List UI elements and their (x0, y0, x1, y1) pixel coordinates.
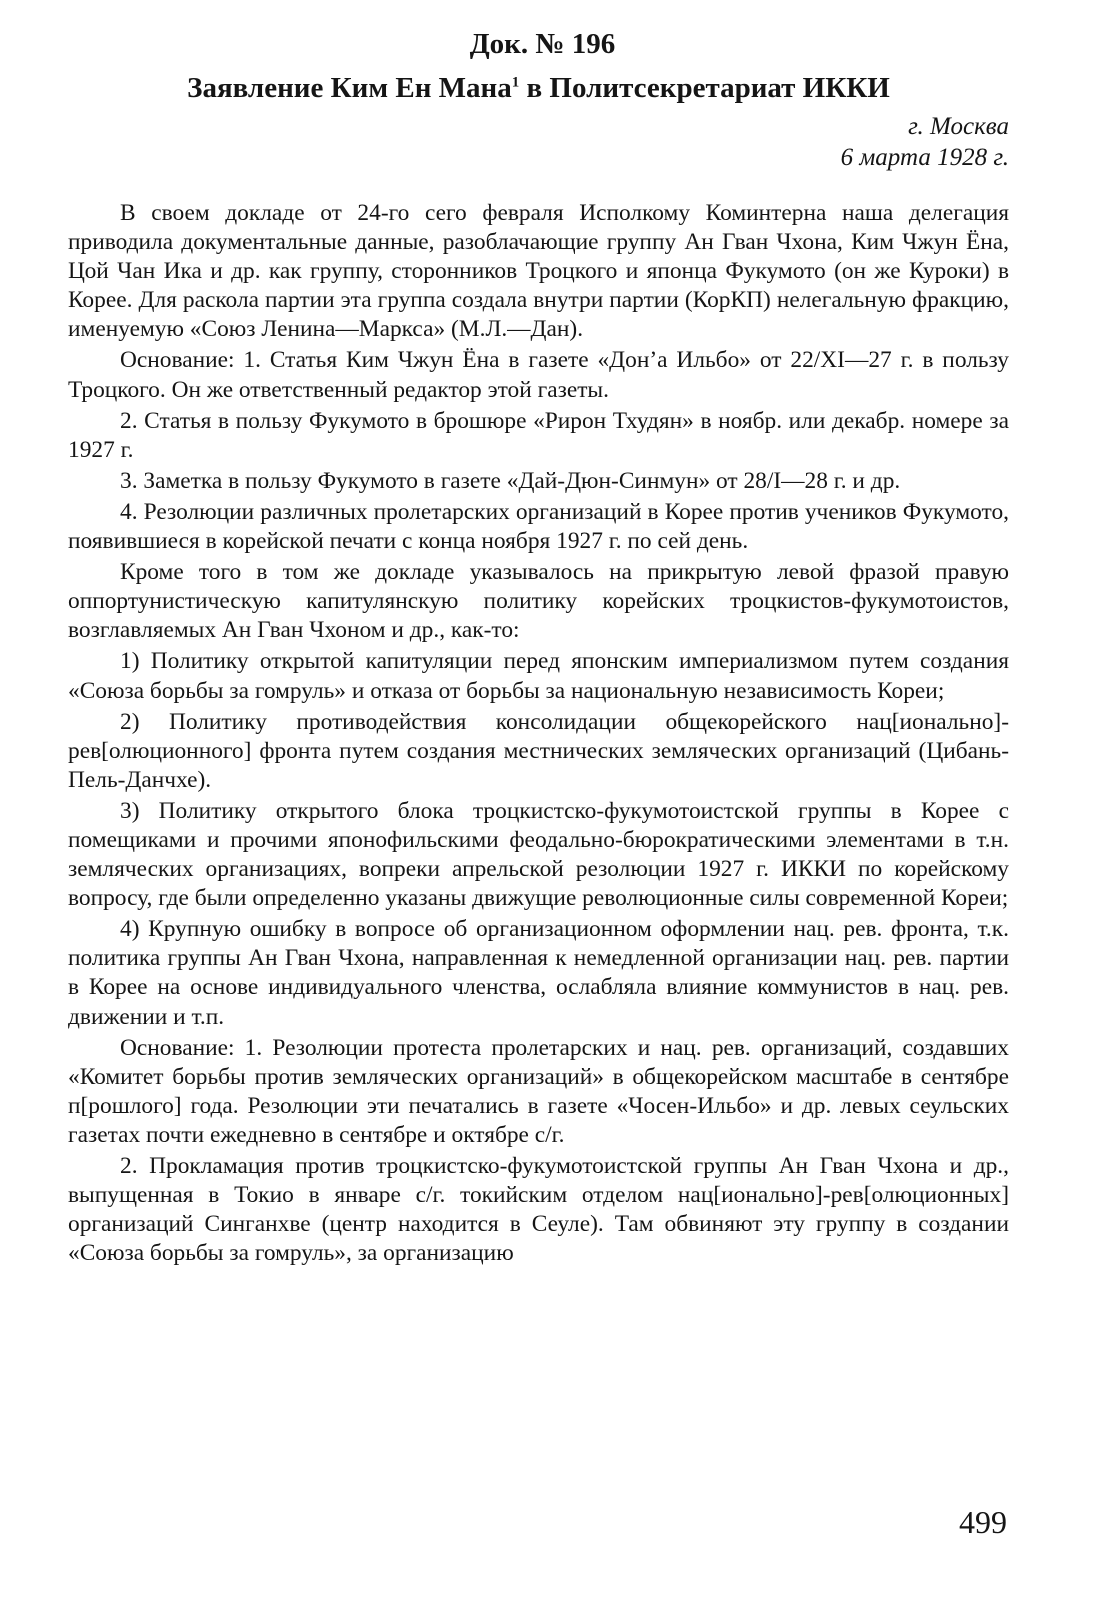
document-body (68, 199, 1009, 1268)
title-rest: в Политсекретариат ИККИ (519, 72, 890, 104)
paragraph-policy-1: 1) Политику открытой капитуляции перед японским империализмом путем создания «Союза борьбы за гомруль» и отказа от борьбы за национальную независимость Кореи; (68, 648, 1009, 704)
paragraph-policy-3: 3) Политику открытого блока троцкистско-фукумотоистской группы в Корее с помещиками и прочими японофильскими феодально-бюрократическими элементами в т.н. земляческих организациях, вопреки апрельской резолюции 1927 г. ИККИ по корейскому вопросу, где были определенно указаны движущие революционные силы современной Кореи; (68, 797, 1009, 912)
document-place: г. Москва (908, 113, 1009, 140)
document-title (68, 70, 1009, 106)
paragraph-basis-resolutions: Основание: 1. Резолюции протеста пролетарских и нац. рев. организаций, создавших «Комитет борьбы против земляческих организаций» в общекорейском масштабе в сентябре п[рошлого] года. Резолюции эти печатались в газете «Чосен-Ильбо» и др. левых сеульских газетах почти ежедневно в сентябре и октябре с/г. (68, 1034, 1009, 1148)
paragraph-basis-3: 3. Заметка в пользу Фукумото в газете «Дай-Дюн-Синмун» от 28/I—28 г. и др. (120, 467, 901, 494)
document-number: Док. № 196 (469, 28, 616, 60)
paragraph-report-policy: Кроме того в том же докладе указывалось на прикрытую левой фразой правую оппортунистическую капитулянскую политику корейских троцкистов-фукумотоистов, возглавляемых Ан Гван Чхоном и др., как-то: (68, 559, 1009, 644)
paragraph-intro: В своем докладе от 24-го сего февраля Исполкому Коминтерна наша делегация приводила документальные данные, разоблачающие группу Ан Гван Чхона, Ким Чжун Ёна, Цой Чан Ика и др. как группу, сторонников Троцкого и японца Фукумото (он же Куроки) в Корее. Для раскола партии эта группа создала внутри партии (КорКП) нелегальную фракцию, именуемую «Союз Ленина—Маркса» (М.Л.—Дан). (68, 200, 1009, 343)
document-date: 6 марта 1928 г. (840, 144, 1009, 171)
paragraph-basis-1: Основание: 1. Статья Ким Чжун Ёна в газете «Дон’а Ильбо» от 22/XI—27 г. в пользу Троцкого. Он же ответственный редактор этой газеты. (68, 347, 1009, 403)
document-page (68, 26, 1009, 1270)
title-main: Заявление Ким Ен Мана (187, 72, 512, 104)
paragraph-policy-4: 4) Крупную ошибку в вопросе об организационном оформлении нац. рев. фронта, т.к. политика группы Ан Гван Чхона, направленная к немедленной организации нац. рев. партии в Корее на основе индивидуального членства, ослабляла влияние коммунистов в нац. рев. движении и т.п. (68, 916, 1009, 1030)
paragraph-basis-4: 4. Резолюции различных пролетарских организаций в Корее против учеников Фукумото, появившиеся в корейской печати с конца ноября 1927 г. по сей день. (68, 498, 1009, 555)
place-date-block (68, 111, 1009, 173)
paragraph-proclamation: 2. Прокламация против троцкистско-фукумотоистской группы Ан Гван Чхона и др., выпущенная в Токио в январе с/г. токийским отделом нац[ионально]-рев[олюционных] организаций Синганхве (центр находится в Сеуле). Там обвиняют эту группу в создании «Союза борьбы за гомруль», за организацию (68, 1153, 1009, 1267)
footnote-reference: 1 (511, 74, 520, 91)
paragraph-basis-2: 2. Статья в пользу Фукумото в брошюре «Рирон Тхудян» в ноябр. или декабр. номере за 1927 г. (68, 407, 1009, 463)
page-number: 499 (959, 1504, 1007, 1540)
paragraph-policy-2: 2) Политику противодействия консолидации общекорейского нац[ионально]-рев[олюционного] фронта путем создания местнических земляческих организаций (Цибань-Пель-Данчхе). (68, 708, 1009, 793)
